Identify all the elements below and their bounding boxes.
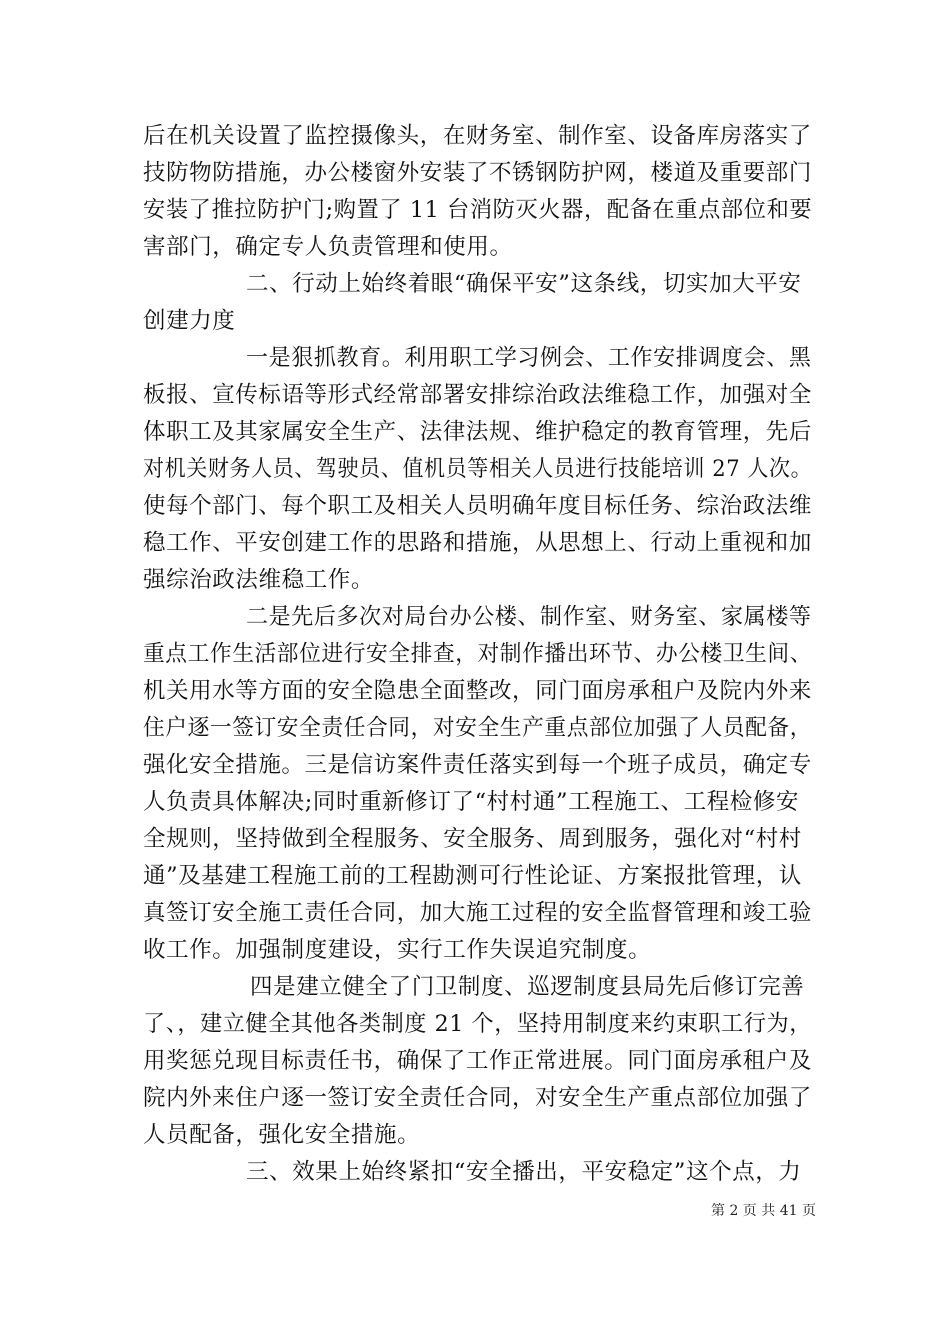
paragraph-line: 二是先后多次对局台办公楼、制作室、财务室、家属楼等 [246,604,812,630]
paragraph-line: 稳工作、平安创建工作的思路和措施，从思想上、行动上重视和加 [143,530,812,556]
paragraph-line: 院内外来住户逐一签订安全责任合同，对安全生产重点部位加强了 [143,1085,812,1111]
paragraph-line: 人员配备，强化安全措施。 [143,1122,421,1148]
paragraph-line: 板报、宣传标语等形式经常部署安排综治政法维稳工作，加强对全 [143,382,812,408]
paragraph-line: 四是建立健全了门卫制度、巡逻制度县局先后修订完善 [250,974,805,1000]
paragraph-line: 后在机关设置了监控摄像头，在财务室、制作室、设备库房落实了 [143,123,812,149]
paragraph-line: 害部门，确定专人负责管理和使用。 [143,234,513,260]
section-heading-line: 三、效果上始终紧扣“安全播出，平安稳定”这个点，力 [246,1159,802,1185]
paragraph-line: 安装了推拉防护门;购置了 11 台消防灭火器，配备在重点部位和要 [143,197,813,223]
paragraph-line: 收工作。加强制度建设，实行工作失误追究制度。 [143,937,652,963]
paragraph-line: 使每个部门、每个职工及相关人员明确年度目标任务、综治政法维 [143,493,812,519]
paragraph-line: 强综治政法维稳工作。 [143,567,375,593]
paragraph-line: 重点工作生活部位进行安全排查，对制作播出环节、办公楼卫生间、 [143,641,813,667]
paragraph-line: 真签订安全施工责任合同，加大施工过程的安全监督管理和竣工验 [143,900,812,926]
paragraph-line: 了、，建立健全其他各类制度 21 个，坚持用制度来约束职工行为， [143,1011,812,1037]
section-heading-line: 二、行动上始终着眼“确保平安”这条线，切实加大平安 [246,271,802,297]
paragraph-line: 技防物防措施，办公楼窗外安装了不锈钢防护网，楼道及重要部门 [143,160,812,186]
paragraph-line: 全规则，坚持做到全程服务、安全服务、周到服务，强化对“村村 [143,826,802,852]
paragraph-line: 对机关财务人员、驾驶员、值机员等相关人员进行技能培训 27 人次。 [143,456,813,482]
paragraph-line: 机关用水等方面的安全隐患全面整改，同门面房承租户及院内外来 [143,678,812,704]
paragraph-line: 通”及基建工程施工前的工程勘测可行性论证、方案报批管理，认 [143,863,802,889]
paragraph-line: 体职工及其家属安全生产、法律法规、维护稳定的教育管理，先后 [143,419,812,445]
paragraph-line: 住户逐一签订安全责任合同，对安全生产重点部位加强了人员配备， [143,715,813,741]
paragraph-line: 人负责具体解决;同时重新修订了“村村通”工程施工、工程检修安 [143,789,800,815]
section-heading-line: 创建力度 [143,308,236,334]
page-number-footer: 第 2 页 共 41 页 [711,1203,816,1219]
paragraph-line: 强化安全措施。三是信访案件责任落实到每一个班子成员，确定专 [143,752,812,778]
paragraph-line: 用奖惩兑现目标责任书，确保了工作正常进展。同门面房承租户及 [143,1048,812,1074]
paragraph-line: 一是狠抓教育。利用职工学习例会、工作安排调度会、黑 [246,345,812,371]
